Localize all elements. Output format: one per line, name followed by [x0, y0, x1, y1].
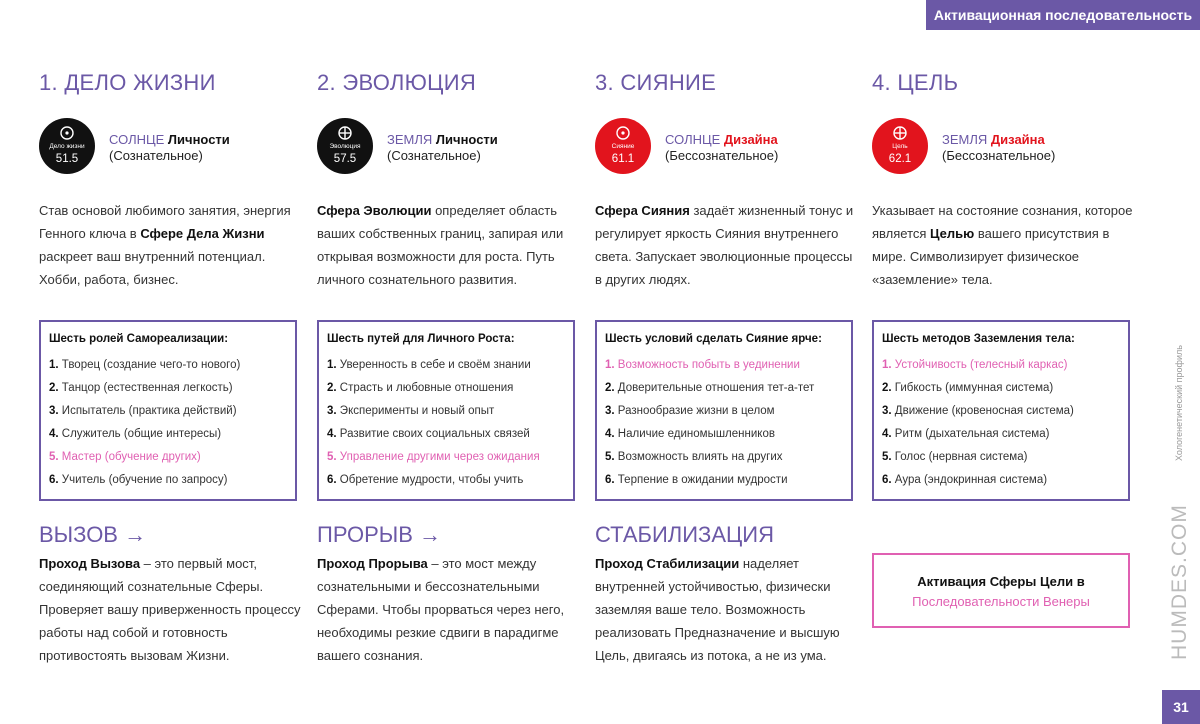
gateway-title: СТАБИЛИЗАЦИЯ [595, 522, 774, 547]
sphere-circle [39, 118, 95, 174]
list-item-number: 6. [49, 474, 59, 486]
list-item-text: Творец (создание чего-то нового) [61, 359, 241, 371]
list-item-number: 2. [327, 382, 337, 394]
list-item-number: 4. [327, 428, 337, 440]
gateway-description [317, 552, 579, 667]
sphere-aspect: Дизайна [723, 132, 778, 147]
venus-box-line1: Активация Сферы Цели в [917, 574, 1085, 589]
list-item-number: 5. [605, 451, 615, 463]
list-item-number: 5. [327, 451, 337, 463]
list-item-text: Устойчивость (телесный каркас) [894, 359, 1068, 371]
desc-bold: Сфера Эволюции [317, 203, 432, 218]
list-item-text: Терпение в ожидании мудрости [617, 474, 788, 486]
sphere-planet: СОЛНЦЕ [665, 132, 721, 147]
list-item-text: Служитель (общие интересы) [61, 428, 222, 440]
desc-text: Указывает на состояние сознания, которое является [872, 203, 1133, 241]
desc-text: раскреет ваш внутренний потенциал. Хобби, работа, бизнес. [39, 249, 266, 287]
sphere-consciousness: (Сознательное) [109, 148, 203, 163]
list-title: Шесть методов Заземления тела: [882, 333, 1075, 345]
list-item-text: Развитие своих социальных связей [339, 428, 530, 440]
list-item-number: 1. [327, 359, 337, 371]
list-item-text: Управление другими через ожидания [339, 451, 540, 463]
earth-symbol-icon [893, 126, 907, 140]
sphere-circle-name: Дело жизни [49, 143, 85, 150]
list-item [49, 469, 295, 492]
list-item [49, 354, 295, 377]
list-item-highlighted [49, 446, 295, 469]
list-item-number: 1. [882, 359, 892, 371]
gateway-bold: Проход Прорыва [317, 556, 428, 571]
list-item-text: Разнообразие жизни в целом [617, 405, 775, 417]
list-title: Шесть путей для Личного Роста: [327, 333, 515, 345]
list-item [882, 423, 1128, 446]
column-title: 3. СИЯНИЕ [595, 70, 717, 95]
sphere-circle [872, 118, 928, 174]
list-item [605, 400, 851, 423]
list-item-text: Наличие единомышленников [617, 428, 775, 440]
desc-bold: Сфере Дела Жизни [140, 226, 265, 241]
sphere-description [595, 199, 857, 291]
sphere-circle-number: 57.5 [333, 153, 357, 165]
list-item [605, 423, 851, 446]
list-item [327, 400, 573, 423]
sphere-circle [317, 118, 373, 174]
sphere-circle-name: Сияние [611, 143, 635, 150]
sphere-description [317, 199, 579, 291]
list-item-text: Танцор (естественная легкость) [61, 382, 233, 394]
sphere-row [39, 118, 297, 176]
list-item [49, 400, 295, 423]
page-number: 31 [1162, 690, 1200, 724]
list-box [317, 320, 575, 501]
desc-bold: Сфера Сияния [595, 203, 690, 218]
gateway-title: ВЫЗОВ → [39, 522, 147, 547]
list-item [882, 446, 1128, 469]
list-item-number: 2. [882, 382, 892, 394]
column-title: 1. ДЕЛО ЖИЗНИ [39, 70, 216, 95]
list-item-number: 3. [327, 405, 337, 417]
sphere-planet: ЗЕМЛЯ [942, 132, 988, 147]
brand-logo: HUMDES.COM [1168, 504, 1191, 660]
list-item-text: Испытатель (практика действий) [61, 405, 237, 417]
list-box [595, 320, 853, 501]
gateway-bold: Проход Вызова [39, 556, 141, 571]
list-item [605, 377, 851, 400]
list-item-number: 6. [882, 474, 892, 486]
column-title: 4. ЦЕЛЬ [872, 70, 959, 95]
list-item-number: 4. [49, 428, 59, 440]
list-item [605, 469, 851, 492]
sphere-description [872, 199, 1134, 291]
list-item-number: 3. [49, 405, 59, 417]
list-item-text: Аура (эндокринная система) [894, 474, 1048, 486]
gateway-text: – это мост между сознательными и бессознательными Сферами. Чтобы прорваться через него, необходимы резкие сдвиги в парадигме вашего сознания. [317, 556, 565, 663]
list-item-number: 6. [605, 474, 615, 486]
list-item-text: Возможность влиять на других [617, 451, 783, 463]
venus-sequence-box [872, 553, 1130, 628]
gateway-description [595, 552, 857, 667]
list-item-number: 6. [327, 474, 337, 486]
gateway-bold: Проход Стабилизации [595, 556, 740, 571]
earth-symbol-icon [338, 126, 352, 140]
sphere-circle-name: Цель [892, 143, 908, 150]
list-item [49, 423, 295, 446]
sphere-circle [595, 118, 651, 174]
list-item-text: Страсть и любовные отношения [339, 382, 514, 394]
desc-text: определяет область ваших собственных границ, запирая или открывая возможности для роста. Путь личного сознательного развития. [317, 203, 564, 287]
sun-symbol-icon [60, 126, 74, 140]
sphere-description [39, 199, 301, 291]
column-title: 2. ЭВОЛЮЦИЯ [317, 70, 477, 95]
sphere-row [872, 118, 1130, 176]
desc-text: Став основой любимого занятия, энергия Генного ключа в [39, 203, 291, 241]
list-item-highlighted [327, 446, 573, 469]
list-item [882, 469, 1128, 492]
list-box [872, 320, 1130, 501]
list-item-text: Гибкость (иммунная система) [894, 382, 1054, 394]
sphere-label [387, 132, 498, 164]
list-item-number: 3. [882, 405, 892, 417]
sun-symbol-icon [616, 126, 630, 140]
sphere-label [942, 132, 1055, 164]
sphere-planet: ЗЕМЛЯ [387, 132, 433, 147]
list-item-text: Движение (кровеносная система) [894, 405, 1074, 417]
list-item [327, 377, 573, 400]
venus-box-line2: Последовательности Венеры [912, 594, 1090, 609]
list-item-number: 1. [605, 359, 615, 371]
list-item [327, 469, 573, 492]
sphere-aspect: Личности [167, 132, 230, 147]
header-tab [926, 0, 1200, 30]
sphere-circle-name: Эволюция [329, 143, 361, 150]
sphere-label [665, 132, 778, 164]
list-item-number: 5. [882, 451, 892, 463]
desc-text: задаёт жизненный тонус и регулирует яркость Сияния внутреннего света. Запускает эволюционные процессы в других людях. [595, 203, 854, 287]
list-item-text: Возможность побыть в уединении [617, 359, 800, 371]
gateway-text: – это первый мост, соединяющий сознательные Сферы. Проверяет вашу приверженность процессу работы над собой и готовность противостоять вызовам Жизни. [39, 556, 301, 663]
sphere-label [109, 132, 230, 164]
list-item-text: Голос (нервная система) [894, 451, 1028, 463]
list-item-number: 3. [605, 405, 615, 417]
list-item-text: Эксперименты и новый опыт [339, 405, 495, 417]
list-title: Шесть ролей Самореализации: [49, 333, 229, 345]
list-item-text: Уверенность в себе и своём знании [339, 359, 531, 371]
list-item-number: 1. [49, 359, 59, 371]
list-item-text: Обретение мудрости, чтобы учить [339, 474, 524, 486]
list-item [327, 354, 573, 377]
list-title: Шесть условий сделать Сияние ярче: [605, 333, 822, 345]
gateway-text: наделяет внутренней устойчивостью, физически заземляя ваше тело. Возможность реализовать Предназначение и высшую Цель, двигаясь из потока, а не из ума. [595, 556, 840, 663]
list-item-text: Учитель (обучение по запросу) [61, 474, 228, 486]
sphere-circle-number: 61.1 [611, 153, 635, 165]
sphere-consciousness: (Бессознательное) [665, 148, 779, 163]
sphere-row [317, 118, 575, 176]
list-item [605, 446, 851, 469]
sphere-circle-number: 51.5 [55, 153, 79, 165]
list-item-number: 2. [49, 382, 59, 394]
list-item-text: Ритм (дыхательная система) [894, 428, 1050, 440]
desc-bold: Целью [930, 226, 975, 241]
list-item-text: Мастер (обучение других) [61, 451, 201, 463]
list-item [327, 423, 573, 446]
list-item [882, 377, 1128, 400]
sphere-consciousness: (Сознательное) [387, 148, 481, 163]
sphere-consciousness: (Бессознательное) [942, 148, 1056, 163]
sphere-planet: СОЛНЦЕ [109, 132, 165, 147]
gateway-title: ПРОРЫВ → [317, 522, 442, 547]
sphere-row [595, 118, 853, 176]
list-item [882, 400, 1128, 423]
list-item [49, 377, 295, 400]
list-item-highlighted [605, 354, 851, 377]
list-item-text: Доверительные отношения тет-а-тет [617, 382, 815, 394]
list-item-number: 5. [49, 451, 59, 463]
list-item-number: 4. [882, 428, 892, 440]
list-box [39, 320, 297, 501]
list-item-highlighted [882, 354, 1128, 377]
sphere-aspect: Личности [435, 132, 498, 147]
sphere-aspect: Дизайна [990, 132, 1045, 147]
header-title: Активационная последовательность [933, 7, 1193, 23]
sphere-circle-number: 62.1 [888, 153, 912, 165]
desc-text: вашего присутствия в мире. Символизирует физическое «заземление» тела. [872, 226, 1110, 287]
gateway-description [39, 552, 301, 667]
list-item-number: 2. [605, 382, 615, 394]
side-subtitle: Хологенетический профиль [1174, 345, 1184, 461]
list-item-number: 4. [605, 428, 615, 440]
